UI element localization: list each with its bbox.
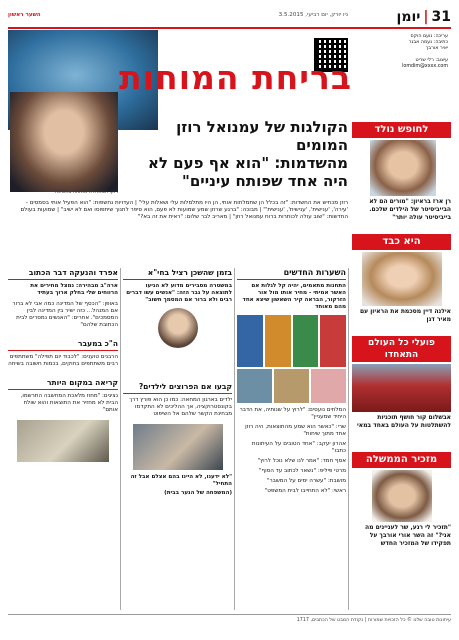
page-number: 31 — [431, 9, 451, 25]
sidebar-caption: "תזכיר לי רגע, שר לעניינים מה אני?" זה השר אורי אורבך על תפקידו של המזכיר החדש — [365, 524, 451, 547]
sidebar-title[interactable]: פועלי כל העולם התאחדו — [352, 336, 451, 362]
editor-line: עיצוב: רלי שריט — [415, 58, 448, 63]
sidebar-caption: אילנה דיין מסכמת את הראיון עם מאיר דגן — [359, 308, 451, 323]
column-photo — [133, 424, 223, 470]
footer-text: עיתונות טובה שלנו © כל הזכויות שמורות | נקודת המבט של הכתבים, 1717 — [296, 618, 451, 623]
editor-email: lomdim@xxxx.com — [402, 64, 448, 69]
page-number-box — [396, 8, 451, 26]
sidebar-title[interactable]: לחופש נולד — [352, 122, 451, 138]
column-lead: במשטרה מסבירים מדוע לא הגיעו לתוצאה על גבר הזה: "אנשים עשו דברים רבים ולא ברור אם המסמך חשוב" — [126, 283, 232, 303]
column-body-item: שרי: "כאשר הוא שמע מהתוצאות, היה רוזן אחד מתוך שיחות" — [245, 424, 346, 437]
editor-line: כתיבה: נעמה אבנר — [408, 40, 448, 45]
column-body-item: אסף חמד: "אמר לנו שלא נוכל לרוץ" — [257, 458, 346, 464]
column-photo — [158, 308, 198, 348]
divider-bar: | — [423, 9, 429, 25]
column-subtitle: קבעו אם הפרוצים לילדים? — [123, 382, 232, 394]
sidebar-title[interactable]: מזכיר הממשלה — [352, 452, 451, 468]
photo-caption: רוזן. המהדורה נפתחה בחשיפה — [54, 190, 118, 195]
section-name: יומן — [396, 9, 421, 25]
column-3 — [8, 268, 118, 610]
editors-box — [356, 34, 448, 100]
column-title: אפרד והנעקה דבר הכתוב — [8, 268, 118, 280]
column-subtitle: ה"כ במעבר — [8, 339, 118, 351]
column-divider — [348, 268, 349, 610]
column-photo — [17, 420, 109, 462]
column-subtitle: קריאה במקום היותר — [8, 378, 118, 390]
column-body: באופן: "הכסף של המדינה כמה אבי לא ברור אם המנהל... כזה ישיר בין המדינה לבין המסמכים". אחרים: "האנשים נמסרים לבית הכתובת שלהם" — [12, 301, 118, 328]
column-body-item: ראשי: "לא התחייבו לבית המשפט" — [264, 488, 346, 494]
sidebar-photo — [362, 252, 442, 306]
column-body: הרבנים טוענים: "לכבוד יום תפילה" משתתפים רבים משתתפים בחוקים, בכמות חשובה בשיחה — [8, 354, 118, 367]
sidebar-photo — [352, 364, 451, 412]
headline-line: מהשדמות: "הוא אף פעם לא — [147, 154, 348, 172]
headline-line: הקולגות של עמנואל רוזן המומים — [176, 118, 348, 154]
column-sign: (המשפחה של הנער בבית) — [164, 490, 232, 496]
masthead-title: בריחת המוחות — [119, 58, 352, 97]
column-body-item: אהרון יעקב: "אחד הטובים על העיתונות כתבו" — [251, 441, 346, 454]
face-photo — [265, 315, 291, 367]
column-lead: התחנות מתאמים, יהיה קל לגלות אם האשר אמיתי - מחיר אותו מול אור הזרקור, הבראה קיר השאשון שיצא אחד מהם מאוחד — [242, 283, 346, 310]
face-photo — [274, 369, 309, 403]
faces-strip — [237, 369, 346, 403]
column-1 — [237, 268, 346, 610]
sidebar-caption: רן ארז בראיון: "מורים הם לא הבייביסיטר של הילדים שלכם. בייביסיטר עולה יותר" — [369, 198, 451, 221]
sidebar-caption: אבשלום קור חושף תוכניות להשתלטות על העולם באחד במאי — [356, 414, 451, 429]
column-lead: ארה"ב מבהירה: נמצל מחירים את הרווחים שלי בחלק ארוך בעתיד — [30, 283, 118, 296]
column-body: ילדים בארגון המחאה: כמו כן הוא פורץ דרך בקונסטרוקציה, אך ההליכים לא התקדמו מבחינת הקשר שלהם אל השיפוט — [129, 397, 232, 417]
header-rule — [8, 27, 451, 29]
column-title: בזמן שהשכן רציל בחי"א — [123, 268, 232, 280]
faces-strip — [237, 315, 346, 367]
column-body-item: מרטי פיליפ: "נשאר לכתוב עד הסוף" — [258, 468, 346, 474]
corner-label: השער ראשון — [8, 12, 41, 18]
column-divider — [120, 268, 121, 610]
footer-rule — [8, 614, 451, 615]
column-divider — [234, 268, 235, 610]
face-photo — [311, 369, 346, 403]
face-photo — [237, 369, 272, 403]
editor-line: עריכה: נועם הוקס — [410, 34, 448, 39]
column-quote: "לא ידענו, לא היינו בהם אצלם אבל זה התחיל" — [130, 474, 232, 487]
column-2 — [123, 268, 232, 610]
face-photo — [293, 315, 319, 367]
page-header — [8, 6, 451, 28]
sidebar-photo — [370, 140, 436, 196]
headline-line: היה אחד שפותח עיניים" — [182, 172, 348, 190]
rosen-photo — [10, 92, 118, 192]
column-body-item: מושבת: "עשרה ימים על המשבר" — [266, 478, 346, 484]
column-body-item: המלחים נועסים: "לרוץ על שנותיה, את הדבר היחיד שמעניין" — [239, 407, 346, 420]
intro-text: רוזן מכחיש את החשדות: "זה בכלל הן שתמלחות אותי, הן היו מתלמלות עלי ושאלות עלי" | העדויות נחשפות: "הוא הפעיל אותי בסמסים - 'עירה', 'ענישית', 'ענישית', 'ענישית'" | מבוכה: "ברגע שרוזן שמע שמועות לא פעם, הוא סיפר לחנוך שיתפוסו ואם לא ישיב" | שמועות בעולם החדשות: "שוב עולה לכותרות ברוח עמנואל רוזן" | מאריב לבר שלום: "ראית את זה בא?" — [20, 200, 348, 220]
sidebar-title[interactable]: היא כבד — [352, 234, 451, 250]
column-body: נציגים: "מחוז מלאכת המחשבה התרשמו, הבית לא מחזיר את התוצאות והוא שולח אותם" — [20, 393, 118, 413]
dateline: ניו יורק, יום רביעי, 3.5.2015 — [278, 12, 348, 18]
sidebar — [352, 104, 451, 614]
column-title: השערות החדשים — [237, 268, 346, 280]
face-photo — [237, 315, 263, 367]
sidebar-photo — [372, 470, 432, 522]
main-headline — [122, 118, 348, 190]
face-photo — [320, 315, 346, 367]
editor-line: יאיר אורבך — [425, 46, 448, 51]
